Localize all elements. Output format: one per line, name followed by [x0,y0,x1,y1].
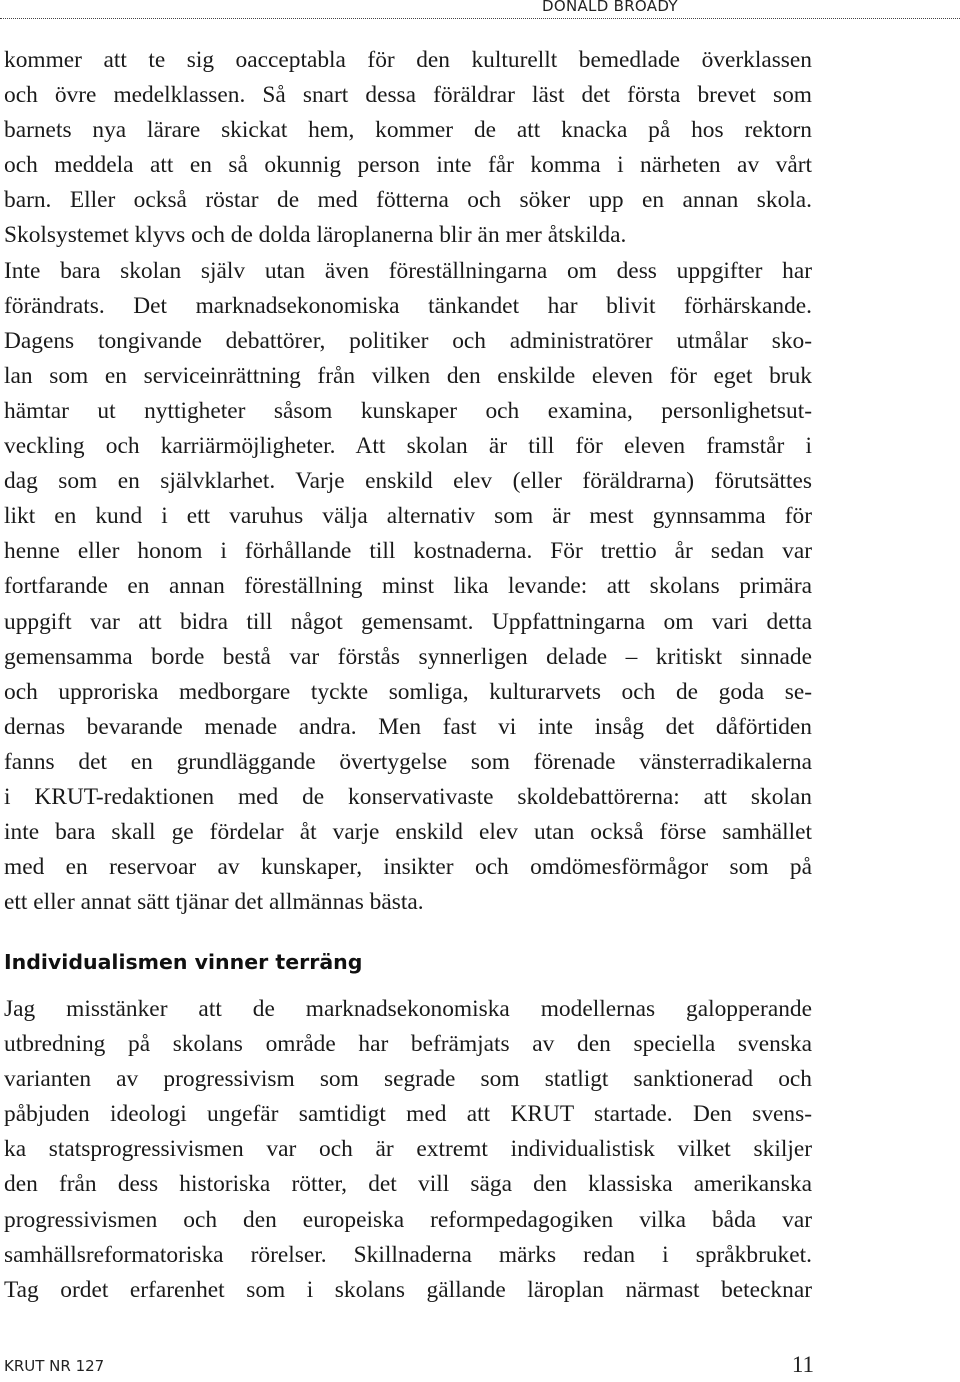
page-number: 11 [791,1352,814,1377]
text-line: gemensamma borde bestå var förstås synnerligen delade – kritiskt sinnade [4,643,812,670]
body-text-bottom [4,992,812,1308]
text-line: med en reservoar av kunskaper, insikter och omdömesförmågor som på [4,854,812,881]
text-line: uppgift var att bidra till något gemensamt. Uppfattningarna om vari detta [4,608,812,635]
text-line: ett eller annat sätt tjänar det allmännas bästa. [4,889,424,916]
section-heading: Individualismen vinner terräng [4,950,363,974]
text-line: inte bara skall ge fördelar åt varje enskild elev utan också förse samhället [4,819,812,846]
text-line: ka statsprogressivismen var och är extremt individualistisk vilket skiljer [4,1136,812,1163]
text-line: dernas bevarande menade andra. Men fast vi inte insåg det dåförtiden [4,713,812,740]
text-line: dag som en självklarhet. Varje enskild elev (eller föräldrarna) förutsättes [4,468,812,495]
text-line: likt en kund i ett varuhus välja alternativ som är mest gynnsamma för [4,503,812,530]
text-line: i KRUT-redaktionen med de konservativaste skoldebattörerna: att skolan [4,783,812,810]
text-line: påbjuden ideologi ungefär samtidigt med att KRUT startade. Den svens- [4,1101,812,1128]
text-line: Dagens tongivande debattörer, politiker och administratörer utmålar sko- [4,327,812,354]
text-line: henne eller honom i förhållande till kostnaderna. För trettio år sedan var [4,538,812,565]
text-line: fanns det en grundläggande övertygelse som förenade vänsterradikalerna [4,748,812,775]
text-line: kommer att te sig oacceptabla för den kulturellt bemedlade överklassen [4,47,812,73]
text-line: hämtar ut nyttigheter såsom kunskaper och examina, personlighetsut- [4,397,812,424]
text-line: Jag misstänker att de marknadsekonomiska modellernas galopperande [4,996,812,1022]
text-line: Tag ordet erfarenhet som i skolans gällande läroplan närmast betecknar [4,1276,812,1303]
text-line: förändrats. Det marknadsekonomiska tänkandet har blivit förhärskande. [4,292,812,319]
text-line: Skolsystemet klyvs och de dolda läroplanerna blir än mer åtskilda. [4,222,627,249]
text-line: och meddela att en så okunnig person inte får komma i närheten av vårt [4,152,812,179]
text-line: och övre medelklassen. Så snart dessa föräldrar läst det första brevet som [4,82,812,109]
body-text-top [4,43,812,920]
text-line: den från dess historiska rötter, det vill säga den klassiska amerikanska [4,1171,812,1198]
text-line: veckling och karriärmöjligheter. Att skolan är till för eleven framstår i [4,433,812,460]
text-line: fortfarande en annan föreställning minst lika levande: att skolans primära [4,573,812,600]
footer-journal: KRUT NR 127 [4,1357,105,1375]
text-line: Inte bara skolan själv utan även föreställningarna om dess uppgifter har [4,257,812,284]
text-line: progressivismen och den europeiska reformpedagogiken vilka båda var [4,1206,812,1233]
text-line: och upproriska medborgare tyckte somliga, kulturarvets och de goda se- [4,678,812,705]
header-rule [0,18,960,19]
running-head: DONALD BROADY [542,0,678,15]
text-line: utbredning på skolans område har befrämjats av den speciella svenska [4,1031,812,1058]
text-line: varianten av progressivism som segrade som statligt sanktionerad och [4,1066,812,1093]
text-line: lan som en serviceinrättning från vilken den enskilde eleven för eget bruk [4,362,812,389]
text-line: samhällsreformatoriska rörelser. Skillnaderna märks redan i språkbruket. [4,1241,812,1268]
text-line: barnets nya lärare skickat hem, kommer de att knacka på hos rektorn [4,117,812,144]
text-line: barn. Eller också röstar de med fötterna och söker upp en annan skola. [4,187,812,214]
